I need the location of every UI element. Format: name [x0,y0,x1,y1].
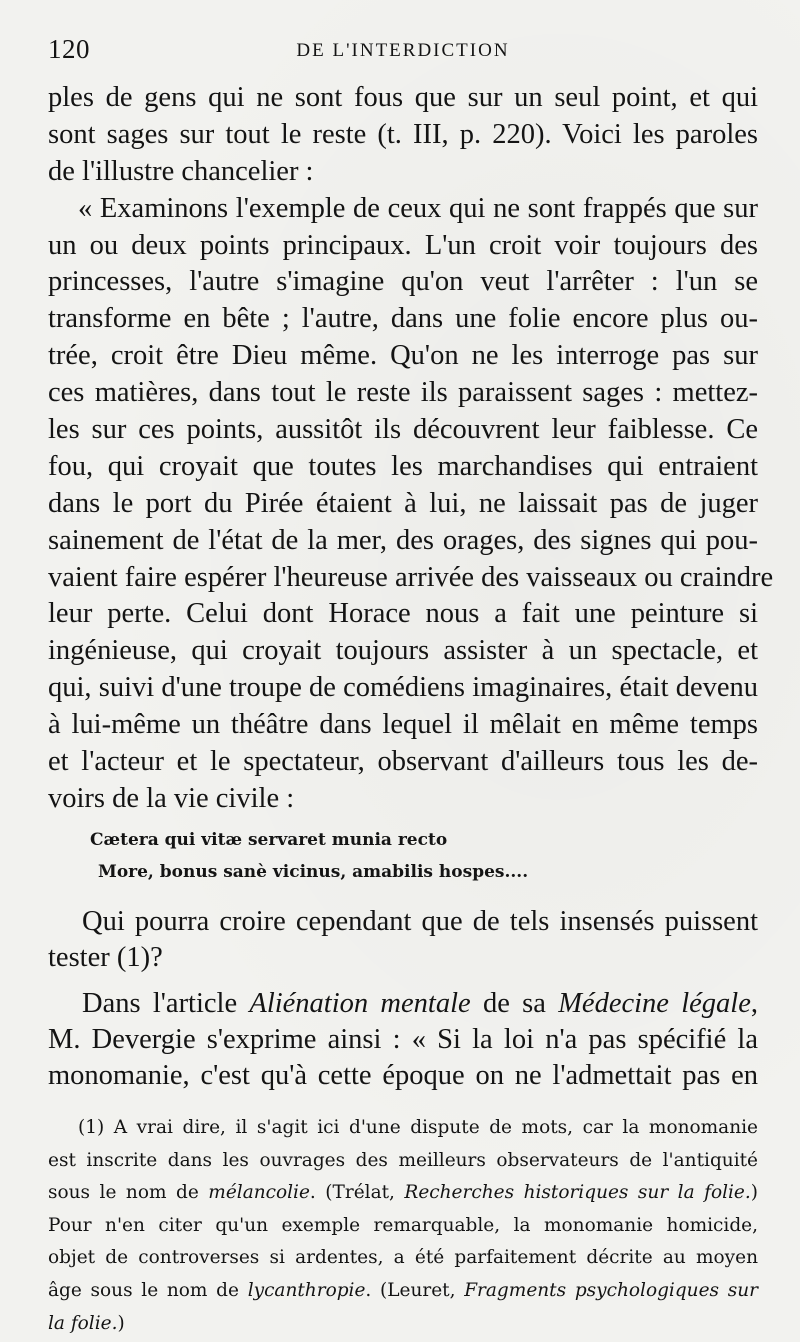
main-text-continued [48,904,758,1094]
text-line: vaient faire espérer l'heureuse arrivée des vaisseaux ou craindre [48,561,774,593]
footnote [48,1112,758,1340]
text-line: et l'acteur et le spectateur, observant d'ailleurs tous les de- [48,746,758,778]
verse-line: More, bonus sanè vicinus, amabilis hospes.... [98,862,529,882]
text-line: fou, qui croyait que toutes les marchandises qui entraient [48,450,758,482]
text-line: Qui pourra croire cependant que de tels insensés puissent [82,906,758,937]
text-line: transforme en bête ; l'autre, dans une folie encore plus ou- [48,303,758,335]
text-run: ) [750,1182,758,1204]
text-line: sont sages sur tout le reste (t. III, p. 220). Voici les paroles [48,118,758,150]
footnote-line: (1) A vrai dire, il s'agit ici d'une dispute de mots, car la monomanie [78,1117,758,1138]
text-line: tester (1)? [48,942,163,973]
footnote-line [48,1308,758,1341]
verse-line: Cætera qui vitæ servaret munia recto [90,830,448,850]
main-text [48,80,774,818]
page-header [48,34,758,74]
italic-title: Fragments psychologiques sur [464,1279,759,1301]
footnote-line: est inscrite dans les ouvrages des meilleurs observateurs de l'antiquité [48,1149,758,1171]
text-run: , [750,988,758,1019]
text-line: ples de gens qui ne sont fous que sur un seul point, et qui [48,82,758,113]
footnote-line [48,1275,758,1308]
text-line: M. Devergie s'exprime ainsi : « Si la loi n'a pas spécifié la [48,1024,758,1055]
text-line: leur perte. Celui dont Horace nous a fait une peinture si [48,598,758,630]
text-run: sous le nom de [48,1182,209,1204]
text-line: « Examinons l'exemple de ceux qui ne sont frappés que sur [78,192,758,224]
text-line: dans le port du Pirée étaient à lui, ne laissait pas de juger [48,487,758,519]
text-line: à lui-même un théâtre dans lequel il mêlait en même temps [48,709,758,741]
italic-title: la folie. [48,1312,118,1334]
text-line: sainement de l'état de la mer, des orages, des signes qui pou- [48,524,758,556]
italic-term: mélancolie [208,1182,310,1204]
text-line: trée, croit être Dieu même. Qu'on ne les interroge pas sur [48,340,758,372]
paragraph-gap [48,976,758,986]
text-run: . (Leuret, [365,1279,465,1301]
italic-title: Recherches historiques sur la folie. [404,1182,751,1204]
footnote-line: objet de controverses si ardentes, a été parfaitement décrite au moyen [48,1247,758,1269]
running-head: DE L'INTERDICTION [296,40,510,61]
text-line: les sur ces points, aussitôt ils découvrent leur faiblesse. Ce [48,414,758,446]
footnote-line: Pour n'en citer qu'un exemple remarquable, la monomanie homicide, [48,1214,758,1236]
text-line: princesses, l'autre s'imagine qu'on veut l'arrêter : l'un se [48,266,758,298]
text-line: ces matières, dans tout le reste ils paraissent sages : mettez- [48,377,758,409]
page-number: 120 [48,34,90,64]
text-run: . (Trélat, [309,1182,405,1204]
latin-quotation [90,824,730,888]
text-run: de sa [470,988,559,1019]
text-line: voirs de la vie civile : [48,782,295,814]
text-run: Dans l'article [82,988,250,1019]
text-run: ) [117,1312,125,1334]
italic-title: Médecine légale [558,988,751,1019]
italic-title: Aliénation mentale [249,988,471,1019]
text-line: un ou deux points principaux. L'un croit voir toujours des [48,229,758,261]
text-line: monomanie, c'est qu'à cette époque on ne l'admettait pas en [48,1060,758,1091]
text-line: de l'illustre chancelier : [48,155,314,187]
text-run: âge sous le nom de [48,1279,248,1301]
italic-term: lycanthropie [247,1279,366,1301]
text-line: qui, suivi d'une troupe de comédiens imaginaires, était devenu [48,672,758,704]
footnote-line [48,1177,758,1210]
text-line [48,986,758,1022]
text-line: ingénieuse, qui croyait toujours assister à un spectacle, et [48,635,758,667]
